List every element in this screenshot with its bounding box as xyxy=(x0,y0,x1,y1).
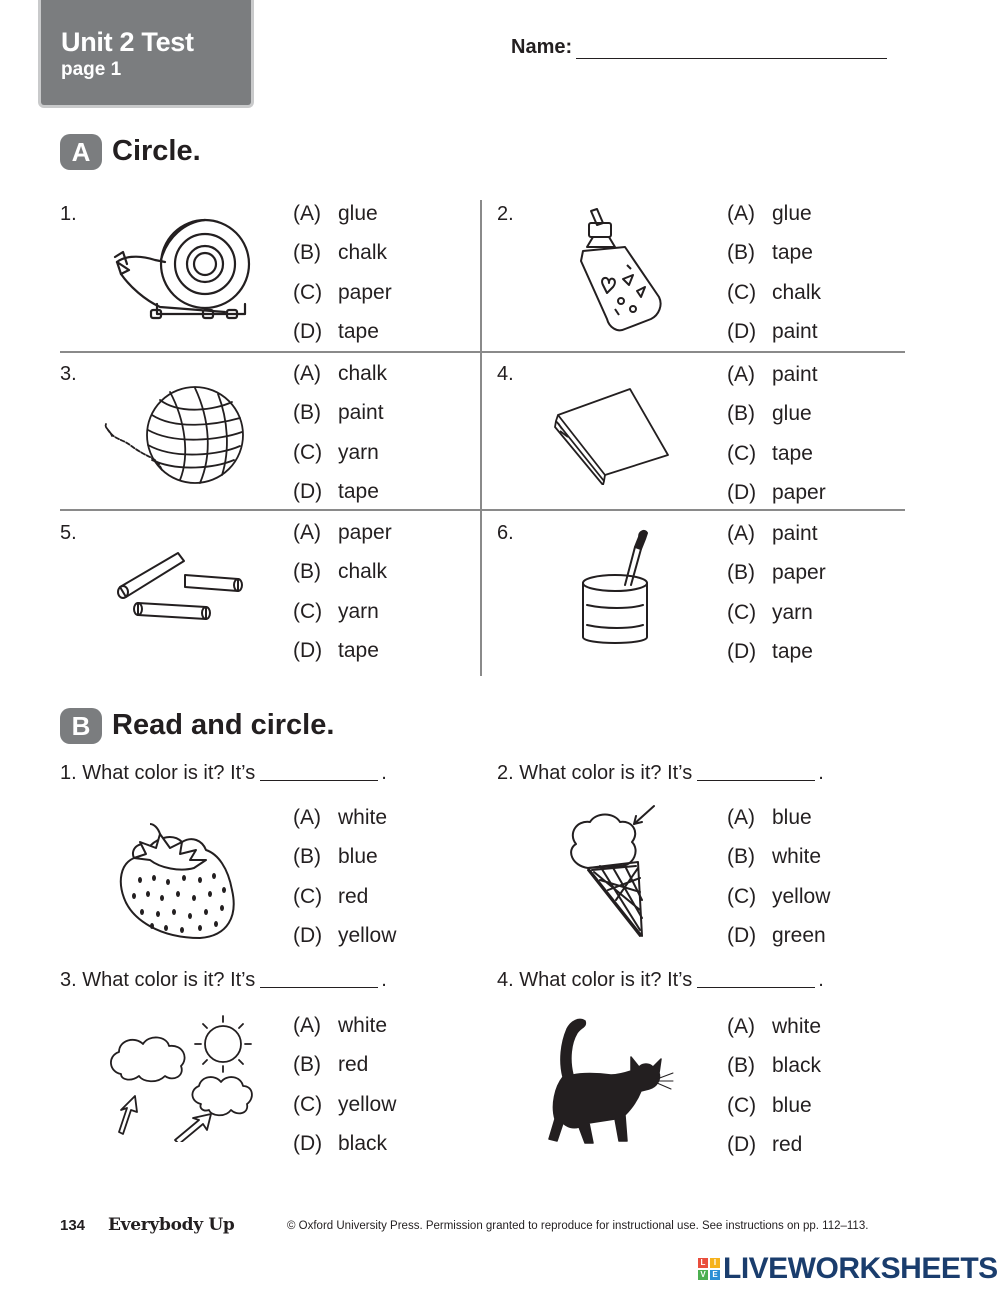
page-subtitle: page 1 xyxy=(61,59,122,80)
option-letter: (B) xyxy=(293,1053,321,1077)
option-word: tape xyxy=(338,638,379,662)
option-letter: (B) xyxy=(293,241,321,265)
yarn-ball-picture xyxy=(100,380,250,490)
option-word: yarn xyxy=(772,600,813,624)
answer-option[interactable] xyxy=(727,281,821,305)
logo-block-i: I xyxy=(710,1258,720,1268)
answer-blank[interactable] xyxy=(697,780,815,781)
option-word: white xyxy=(772,845,822,869)
book-title: Everybody Up xyxy=(108,1215,235,1235)
question-prompt xyxy=(60,969,387,992)
answer-option[interactable] xyxy=(293,362,387,386)
option-letter: (A) xyxy=(293,521,321,544)
option-letter: (D) xyxy=(727,1132,757,1156)
option-word: paint xyxy=(338,401,384,425)
section-b-title: Read and circle. xyxy=(112,709,335,741)
option-word: paper xyxy=(338,280,392,304)
option-word: blue xyxy=(772,806,812,829)
answer-option[interactable] xyxy=(293,241,387,265)
option-word: chalk xyxy=(338,560,388,584)
section-b-badge: B xyxy=(60,708,102,744)
unit-title: Unit 2 Test xyxy=(61,27,194,57)
answer-option[interactable] xyxy=(293,560,387,584)
option-word: white xyxy=(772,1015,822,1038)
option-letter: (D) xyxy=(727,923,757,947)
option-word: paint xyxy=(772,319,818,343)
option-letter: (C) xyxy=(727,441,757,465)
option-letter: (C) xyxy=(727,1093,757,1117)
option-word: green xyxy=(772,923,826,947)
answer-option[interactable] xyxy=(293,281,392,305)
answer-blank[interactable] xyxy=(260,780,378,781)
answer-option[interactable] xyxy=(727,522,818,546)
question-text: What color is it? It’s xyxy=(519,969,693,991)
option-letter: (D) xyxy=(727,639,757,663)
name-field-line[interactable] xyxy=(576,58,887,59)
option-letter: (C) xyxy=(727,884,757,908)
question-number: 4. xyxy=(497,363,514,385)
strawberry-picture xyxy=(110,820,240,942)
option-letter: (A) xyxy=(293,362,321,385)
option-word: chalk xyxy=(772,280,822,304)
answer-option[interactable] xyxy=(727,885,830,909)
option-word: black xyxy=(772,1054,822,1078)
option-letter: (D) xyxy=(727,319,757,343)
option-word: paint xyxy=(772,363,818,386)
answer-option[interactable] xyxy=(293,806,387,830)
option-letter: (A) xyxy=(727,806,755,829)
option-word: paint xyxy=(772,522,818,545)
answer-option[interactable] xyxy=(727,601,813,625)
option-letter: (B) xyxy=(293,845,321,869)
answer-option[interactable] xyxy=(293,1132,387,1156)
question-text: What color is it? It’s xyxy=(82,762,256,784)
section-a-title: Circle. xyxy=(112,135,201,167)
option-letter: (B) xyxy=(727,241,755,265)
option-letter: (D) xyxy=(293,319,323,343)
answer-option[interactable] xyxy=(293,480,379,504)
option-word: red xyxy=(772,1132,803,1156)
option-letter: (A) xyxy=(293,202,321,225)
answer-blank[interactable] xyxy=(697,987,815,988)
liveworksheets-blocks-icon xyxy=(698,1258,720,1280)
answer-option[interactable] xyxy=(727,402,812,426)
option-letter: (C) xyxy=(727,280,757,304)
option-letter: (C) xyxy=(727,600,757,624)
option-letter: (C) xyxy=(293,280,323,304)
option-letter: (B) xyxy=(727,845,755,869)
page-number: 134 xyxy=(60,1217,86,1234)
option-letter: (D) xyxy=(293,923,323,947)
question-number: 1. xyxy=(60,762,77,784)
option-letter: (A) xyxy=(727,1015,755,1038)
option-letter: (A) xyxy=(727,363,755,386)
option-letter: (A) xyxy=(293,1014,321,1037)
answer-option[interactable] xyxy=(727,561,826,585)
option-word: red xyxy=(338,1053,369,1077)
option-word: white xyxy=(338,806,388,829)
answer-option[interactable] xyxy=(293,401,384,425)
question-number: 6. xyxy=(497,522,514,544)
unit-header-tab xyxy=(38,0,254,108)
option-word: glue xyxy=(338,202,378,225)
answer-option[interactable] xyxy=(727,481,826,505)
option-word: blue xyxy=(338,845,378,869)
answer-option[interactable] xyxy=(293,1014,387,1038)
answer-option[interactable] xyxy=(727,1133,802,1157)
option-letter: (A) xyxy=(727,522,755,545)
option-word: white xyxy=(338,1014,388,1037)
liveworksheets-logo[interactable] xyxy=(698,1253,998,1285)
answer-option[interactable] xyxy=(727,924,826,948)
grid-vertical-divider xyxy=(480,200,482,676)
answer-option[interactable] xyxy=(293,441,379,465)
option-word: yellow xyxy=(772,884,831,908)
option-word: blue xyxy=(772,1093,812,1117)
section-a-badge: A xyxy=(60,134,102,170)
option-letter: (B) xyxy=(293,560,321,584)
name-label: Name: xyxy=(511,36,573,58)
question-number: 2. xyxy=(497,203,514,225)
option-letter: (C) xyxy=(293,884,323,908)
option-word: glue xyxy=(772,202,812,225)
option-word: tape xyxy=(338,319,379,343)
option-letter: (A) xyxy=(727,202,755,225)
answer-option[interactable] xyxy=(293,1053,368,1077)
ice-cream-picture xyxy=(560,800,665,940)
question-number: 3. xyxy=(60,363,77,385)
copyright-notice: © Oxford University Press. Permission granted to reproduce for instructional use. See instructions on pp. 112–113. xyxy=(287,1220,869,1232)
paper-stack-picture xyxy=(550,385,675,485)
option-letter: (B) xyxy=(293,401,321,425)
question-end: . xyxy=(818,762,824,784)
option-word: yarn xyxy=(338,440,379,464)
answer-option[interactable] xyxy=(293,1093,396,1117)
answer-option[interactable] xyxy=(727,363,818,387)
option-word: yarn xyxy=(338,599,379,623)
option-word: yellow xyxy=(338,1092,397,1116)
chalk-sticks-picture xyxy=(110,545,250,630)
question-end: . xyxy=(818,969,824,991)
answer-blank[interactable] xyxy=(260,987,378,988)
question-prompt xyxy=(497,969,824,992)
option-word: paper xyxy=(772,480,826,504)
question-prompt xyxy=(60,762,387,785)
answer-option[interactable] xyxy=(293,320,379,344)
question-text: What color is it? It’s xyxy=(82,969,256,991)
answer-option[interactable] xyxy=(293,639,379,663)
option-word: tape xyxy=(772,241,813,265)
grid-divider-row2 xyxy=(60,509,905,511)
answer-option[interactable] xyxy=(293,845,378,869)
logo-block-v: V xyxy=(698,1270,708,1280)
option-letter: (B) xyxy=(727,1054,755,1078)
tape-dispenser-picture xyxy=(105,212,255,327)
paint-jar-picture xyxy=(575,525,660,650)
question-number: 5. xyxy=(60,522,77,544)
option-letter: (B) xyxy=(727,561,755,585)
option-letter: (A) xyxy=(293,806,321,829)
option-word: chalk xyxy=(338,241,388,265)
option-word: paper xyxy=(772,561,826,585)
question-number: 2. xyxy=(497,762,514,784)
answer-option[interactable] xyxy=(293,202,378,226)
option-word: yellow xyxy=(338,923,397,947)
question-end: . xyxy=(381,969,387,991)
question-end: . xyxy=(381,762,387,784)
option-word: red xyxy=(338,884,369,908)
answer-option[interactable] xyxy=(727,1054,821,1078)
question-text: What color is it? It’s xyxy=(519,762,693,784)
answer-option[interactable] xyxy=(727,640,813,664)
option-letter: (C) xyxy=(293,440,323,464)
option-letter: (B) xyxy=(727,402,755,426)
answer-option[interactable] xyxy=(727,1015,821,1039)
answer-option[interactable] xyxy=(727,442,813,466)
question-number: 3. xyxy=(60,969,77,991)
sun-clouds-picture xyxy=(105,1012,260,1142)
option-letter: (D) xyxy=(727,480,757,504)
liveworksheets-wordmark: LIVEWORKSHEETS xyxy=(723,1252,998,1285)
answer-option[interactable] xyxy=(727,1094,812,1118)
option-letter: (D) xyxy=(293,1131,323,1155)
answer-option[interactable] xyxy=(293,924,396,948)
option-letter: (D) xyxy=(293,638,323,662)
logo-block-l: L xyxy=(698,1258,708,1268)
option-letter: (C) xyxy=(293,599,323,623)
answer-option[interactable] xyxy=(727,320,818,344)
answer-option[interactable] xyxy=(293,600,379,624)
option-word: tape xyxy=(772,441,813,465)
answer-option[interactable] xyxy=(727,241,813,265)
option-word: black xyxy=(338,1131,388,1155)
grid-divider-row1 xyxy=(60,351,905,353)
question-prompt xyxy=(497,762,824,785)
option-word: glue xyxy=(772,402,812,426)
answer-option[interactable] xyxy=(727,845,821,869)
question-number: 4. xyxy=(497,969,514,991)
logo-block-e: E xyxy=(710,1270,720,1280)
glue-bottle-picture xyxy=(575,205,670,335)
question-number: 1. xyxy=(60,203,77,225)
option-word: paper xyxy=(338,521,392,544)
option-letter: (C) xyxy=(293,1092,323,1116)
option-word: tape xyxy=(338,479,379,503)
option-word: tape xyxy=(772,639,813,663)
option-letter: (D) xyxy=(293,479,323,503)
black-cat-picture xyxy=(545,1015,675,1150)
answer-option[interactable] xyxy=(293,885,368,909)
answer-option[interactable] xyxy=(727,806,812,830)
answer-option[interactable] xyxy=(727,202,812,226)
option-word: chalk xyxy=(338,362,388,385)
answer-option[interactable] xyxy=(293,521,392,545)
